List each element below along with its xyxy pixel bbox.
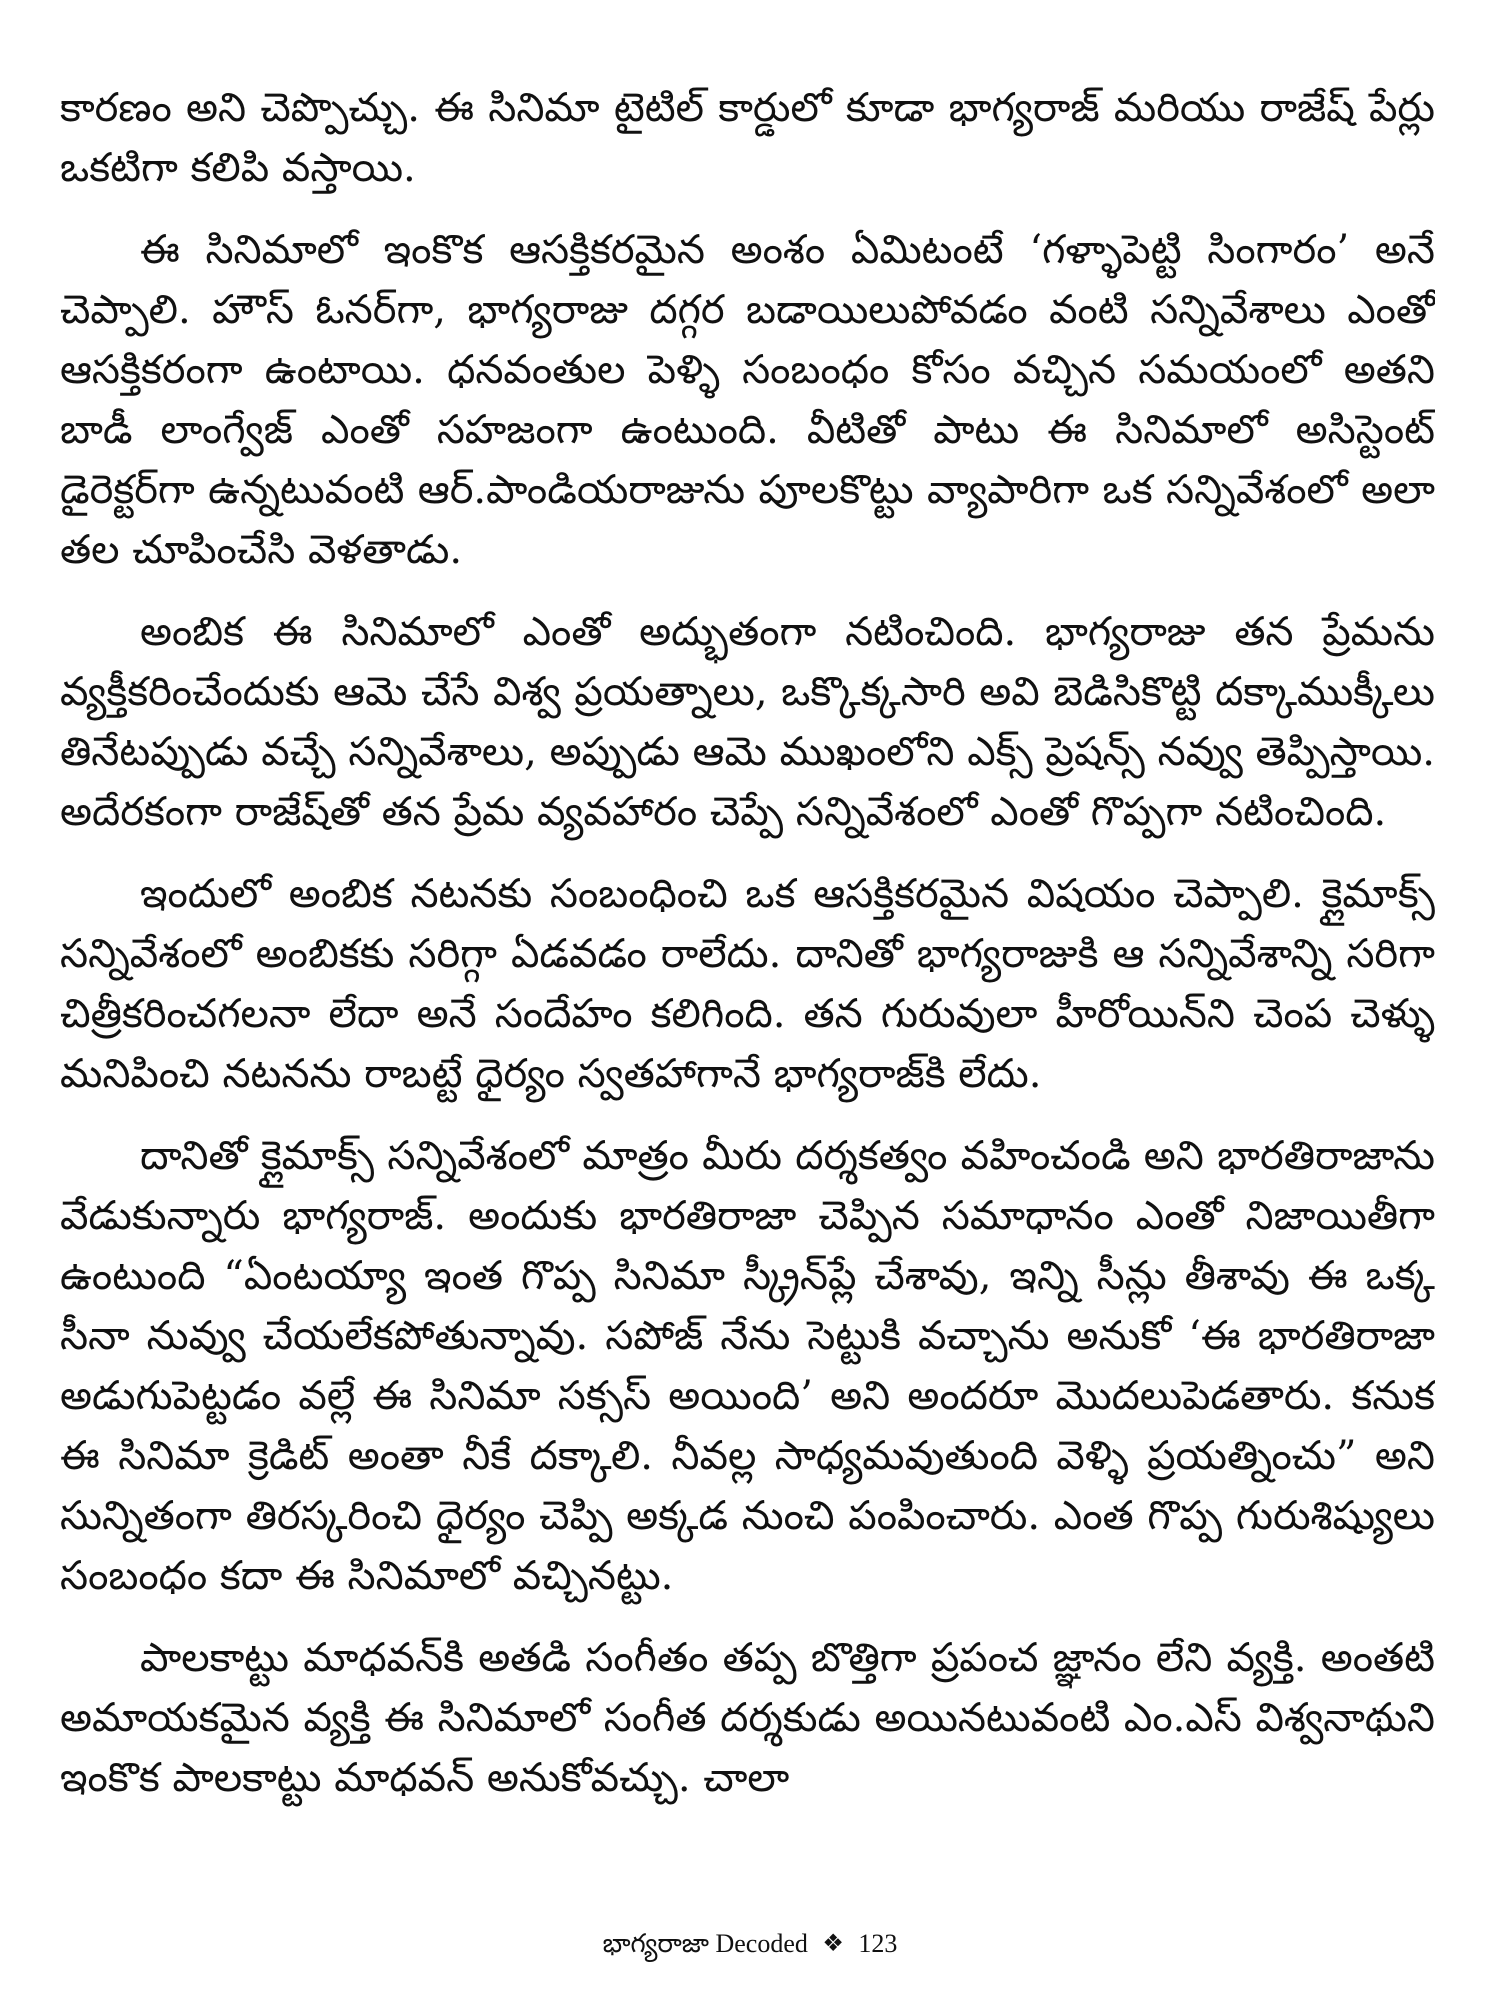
book-title: భాగ్యరాజా Decoded xyxy=(602,1929,808,1959)
paragraph-6: పాలకాట్టు మాధవన్‌కి అతడి సంగీతం తప్ప బొత్తిగా ప్రపంచ జ్ఞానం లేని వ్యక్తి. అంతటి అమాయకమైన వ్యక్తి ఈ సినిమాలో సంగీత దర్శకుడు అయినటువంటి ఎం.ఎస్ విశ్వనాథుని ఇంకొక పాలకాట్టు మాధవన్ అనుకోవచ్చు. చాలా xyxy=(60,1635,1435,1801)
paragraph-2: ఈ సినిమాలో ఇంకొక ఆసక్తికరమైన అంశం ఏమిటంటే ‘గళ్ళాపెట్టి సింగారం’ అనే చెప్పాలి. హౌస్ ఓనర్‌గా, భాగ్యరాజు దగ్గర బడాయిలుపోవడం వంటి సన్నివేశాలు ఎంతో ఆసక్తికరంగా ఉంటాయి. ధనవంతుల పెళ్ళి సంబంధం కోసం వచ్చిన సమయంలో అతని బాడీ లాంగ్వేజ్ ఎంతో సహజంగా ఉంటుంది. వీటితో పాటు ఈ సినిమాలో అసిస్టెంట్ డైరెక్టర్‌గా ఉన్నటువంటి ఆర్.పాండియరాజును పూలకొట్టు వ్యాపారిగా ఒక సన్నివేశంలో అలా తల చూపించేసి వెళతాడు. xyxy=(60,227,1435,573)
page-footer xyxy=(0,1925,1500,1961)
paragraph-3: అంబిక ఈ సినిమాలో ఎంతో అద్భుతంగా నటించింది. భాగ్యరాజు తన ప్రేమను వ్యక్తీకరించేందుకు ఆమె చేసే విశ్వ ప్రయత్నాలు, ఒక్కొక్కసారి అవి బెడిసికొట్టి దక్కాముక్కీలు తినేటప్పుడు వచ్చే సన్నివేశాలు, అప్పుడు ఆమె ముఖంలోని ఎక్స్ ప్రెషన్స్ నవ్వు తెప్పిస్తాయి. అదేరకంగా రాజేష్‌తో తన ప్రేమ వ్యవహారం చెప్పే సన్నివేశంలో ఎంతో గొప్పగా నటించింది. xyxy=(60,609,1435,835)
paragraph-1: కారణం అని చెప్పొచ్చు. ఈ సినిమా టైటిల్ కార్డులో కూడా భాగ్యరాజ్ మరియు రాజేష్ పేర్లు ఒకటిగా కలిపి వస్తాయి. xyxy=(60,85,1435,191)
page-number: 123 xyxy=(858,1929,898,1959)
ornament-icon: ❖ xyxy=(822,1931,844,1958)
paragraph-5: దానితో క్లైమాక్స్ సన్నివేశంలో మాత్రం మీరు దర్శకత్వం వహించండి అని భారతిరాజాను వేడుకున్నారు భాగ్యరాజ్. అందుకు భారతిరాజా చెప్పిన సమాధానం ఎంతో నిజాయితీగా ఉంటుంది “ఏంటయ్యా ఇంత గొప్ప సినిమా స్క్రీన్‌ప్లే చేశావు, ఇన్ని సీన్లు తీశావు ఈ ఒక్క సీనా నువ్వు చేయలేకపోతున్నావు. సపోజ్ నేను సెట్టుకి వచ్చాను అనుకో ‘ఈ భారతిరాజా అడుగుపెట్టడం వల్లే ఈ సినిమా సక్సస్ అయింది’ అని అందరూ మొదలుపెడతారు. కనుక ఈ సినిమా క్రెడిట్ అంతా నీకే దక్కాలి. నీవల్ల సాధ్యమవుతుంది వెళ్ళి ప్రయత్నించు” అని సున్నితంగా తిరస్కరించి ధైర్యం చెప్పి అక్కడ నుంచి పంపించారు. ఎంత గొప్ప గురుశిష్యులు సంబంధం కదా ఈ సినిమాలో వచ్చినట్టు. xyxy=(60,1133,1435,1599)
paragraph-4: ఇందులో అంబిక నటనకు సంబంధించి ఒక ఆసక్తికరమైన విషయం చెప్పాలి. క్లైమాక్స్ సన్నివేశంలో అంబికకు సరిగ్గా ఏడవడం రాలేదు. దానితో భాగ్యరాజుకి ఆ సన్నివేశాన్ని సరిగా చిత్రీకరించగలనా లేదా అనే సందేహం కలిగింది. తన గురువులా హీరోయిన్‌ని చెంప చెళ్ళు మనిపించి నటనను రాబట్టే ధైర్యం స్వతహాగానే భాగ్యరాజ్‌కి లేదు. xyxy=(60,871,1435,1097)
page-body xyxy=(60,78,1435,1878)
